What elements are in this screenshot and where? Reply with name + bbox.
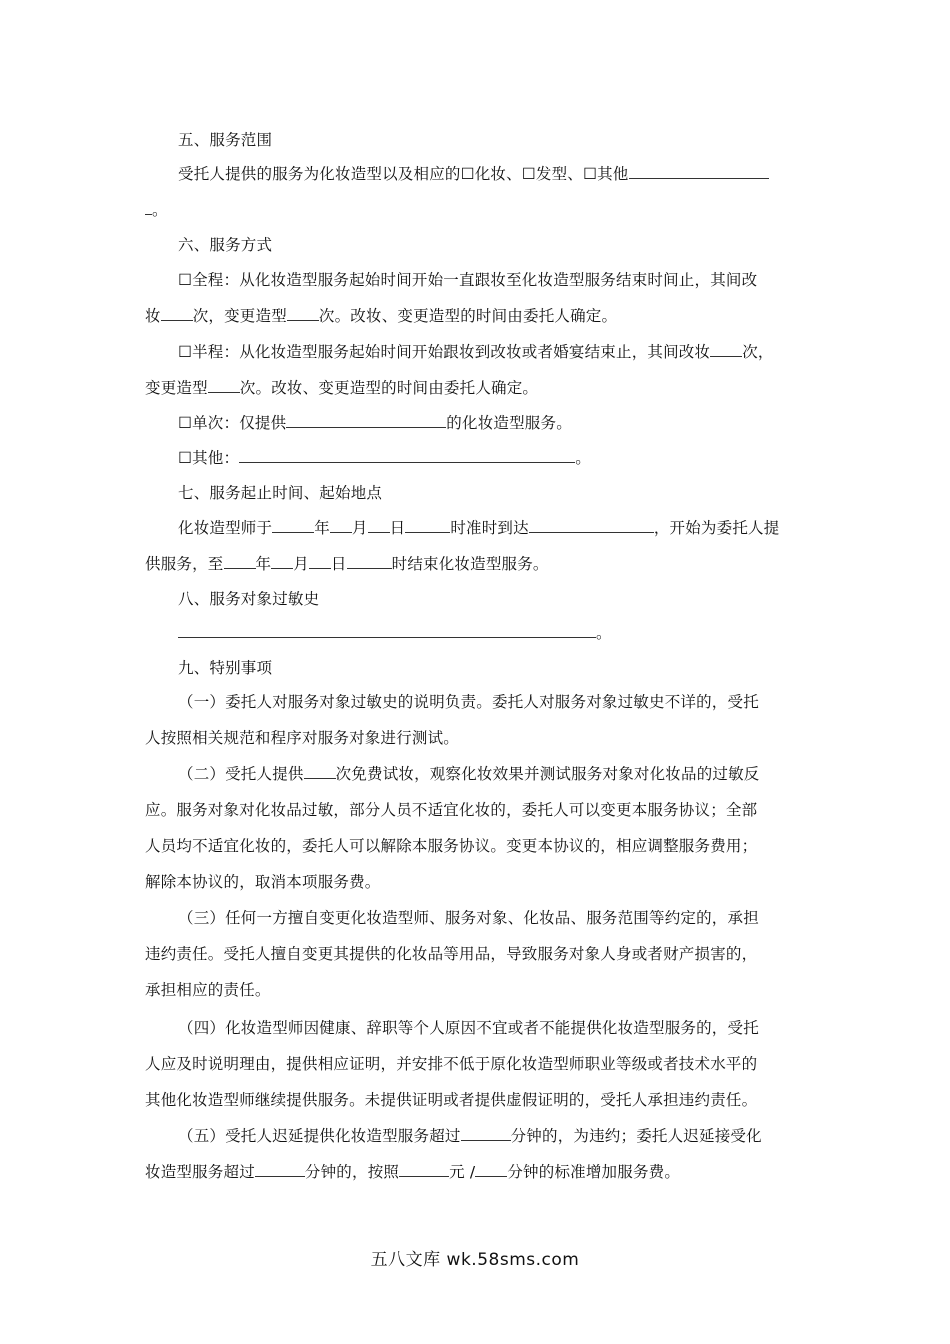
blank-field[interactable] [224, 554, 256, 569]
section-9-title: 九、特别事项 [178, 659, 273, 677]
blank-field[interactable] [286, 413, 446, 428]
blank-field[interactable] [287, 306, 319, 321]
section-9-paragraph-line: （二）受托人提供 次免费试妆，观察化妆效果并测试服务对象对化妆品的过敏反 [178, 765, 760, 783]
section-7-title: 七、服务起止时间、起始地点 [178, 484, 383, 502]
section-9-paragraph-line: 人员均不适宜化妆的，委托人可以解除本服务协议。变更本协议的，相应调整服务费用； [145, 837, 758, 855]
blank-field[interactable] [255, 1162, 305, 1177]
blank-field[interactable] [239, 448, 575, 463]
section-7-line: 供服务，至 年 月 日 时结束化妆造型服务。 [145, 555, 549, 573]
section-9-paragraph-line: 承担相应的责任。 [145, 981, 271, 999]
section-6-half-line: 变更造型 次。改妆、变更造型的时间由委托人确定。 [145, 379, 539, 397]
section-9-paragraph-line: （四）化妆造型师因健康、辞职等个人原因不宜或者不能提供化妆造型服务的，受托 [178, 1019, 759, 1037]
section-9-paragraph-line: 其他化妆造型师继续提供服务。未提供证明或者提供虚假证明的，受托人承担违约责任。 [145, 1091, 758, 1109]
blank-field[interactable] [710, 342, 742, 357]
blank-field[interactable] [178, 623, 596, 638]
blank-field[interactable] [272, 518, 314, 533]
section-9-paragraph-line: 解除本协议的，取消本项服务费。 [145, 873, 381, 891]
section-9-paragraph-line: （一）委托人对服务对象过敏史的说明负责。委托人对服务对象过敏史不详的，受托 [178, 693, 759, 711]
blank-field[interactable] [145, 200, 152, 215]
section-8-line: 。 [178, 623, 810, 643]
blank-field[interactable] [271, 554, 293, 569]
blank-field[interactable] [475, 1162, 507, 1177]
footer-watermark: 五八文库 wk.58sms.com [370, 1250, 580, 1270]
section-6-full-line: 妆 次，变更造型 次。改妆、变更造型的时间由委托人确定。 [145, 307, 618, 325]
section-9-paragraph-line: 违约责任。受托人擅自变更其提供的化妆品等用品，导致服务对象人身或者财产损害的， [145, 945, 758, 963]
blank-field[interactable] [304, 764, 336, 779]
blank-field[interactable] [368, 518, 390, 533]
blank-field[interactable] [405, 518, 450, 533]
section-6-other-line: ☐其他： 。 [178, 449, 591, 467]
blank-field[interactable] [208, 378, 240, 393]
blank-field[interactable] [529, 518, 654, 533]
section-7-line: 化妆造型师于 年 月 日 时准时到达 ，开始为委托人提 [178, 519, 780, 537]
section-5-title: 五、服务范围 [178, 131, 273, 149]
section-9-paragraph-line: 人按照相关规范和程序对服务对象进行测试。 [145, 729, 460, 747]
section-9-paragraph-line: （五）受托人迟延提供化妆造型服务超过 分钟的，为违约；委托人迟延接受化 [178, 1127, 762, 1145]
blank-field[interactable] [161, 306, 193, 321]
blank-field[interactable] [309, 554, 331, 569]
section-6-full-line: ☐全程：从化妆造型服务起始时间开始一直跟妆至化妆造型服务结束时间止，其间改 [178, 271, 758, 289]
section-6-title: 六、服务方式 [178, 236, 273, 254]
section-9-paragraph-line: （三）任何一方擅自变更化妆造型师、服务对象、化妆品、服务范围等约定的，承担 [178, 909, 759, 927]
section-9-paragraph-line: 人应及时说明理由，提供相应证明，并安排不低于原化妆造型师职业等级或者技术水平的 [145, 1055, 758, 1073]
blank-field[interactable] [629, 164, 769, 179]
section-6-half-line: ☐半程：从化妆造型服务起始时间开始跟妆到改妆或者婚宴结束止，其间改妆 次， [178, 343, 774, 361]
section-9-paragraph-line: 应。服务对象对化妆品过敏，部分人员不适宜化妆的，委托人可以变更本服务协议；全部 [145, 801, 758, 819]
blank-field[interactable] [461, 1126, 511, 1141]
section-5-line: 。 [145, 200, 810, 220]
section-9-paragraph-line: 妆造型服务超过 分钟的，按照 元 / 分钟的标准增加服务费。 [145, 1163, 681, 1181]
section-5-line: 受托人提供的服务为化妆造型以及相应的☐化妆、☐发型、☐其他 [178, 164, 810, 184]
blank-field[interactable] [399, 1162, 449, 1177]
blank-field[interactable] [330, 518, 352, 533]
section-8-title: 八、服务对象过敏史 [178, 590, 320, 608]
blank-field[interactable] [347, 554, 392, 569]
section-6-single-line: ☐单次：仅提供 的化妆造型服务。 [178, 414, 572, 432]
